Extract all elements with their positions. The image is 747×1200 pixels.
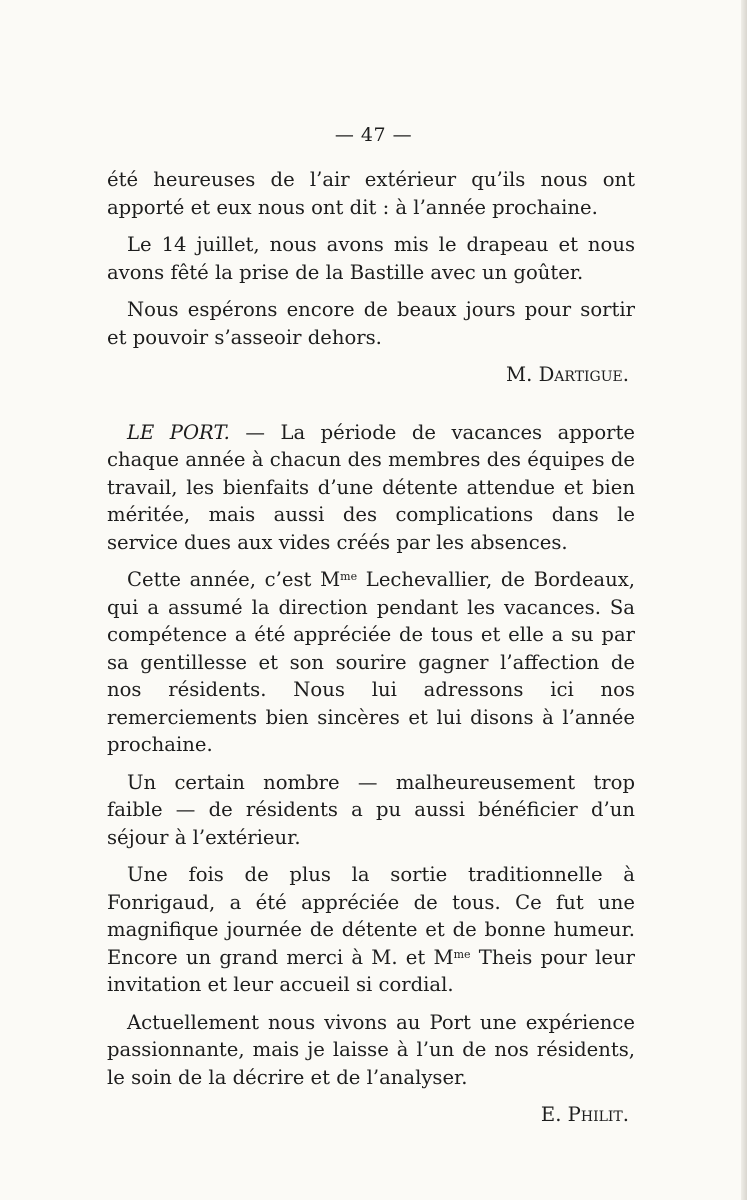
paragraph-le-port xyxy=(107,419,635,557)
paragraph-part: Cette année, c’est M xyxy=(127,568,341,591)
body-text xyxy=(107,166,635,1129)
page-edge-shadow xyxy=(741,0,747,1200)
paragraph-cette-annee xyxy=(107,566,635,759)
superscript-me: me xyxy=(453,947,471,961)
paragraph-continuation: été heureuses de l’air extérieur qu’ils nous ont apporté et eux nous ont dit : à l’année prochaine. xyxy=(107,168,635,219)
paragraph-le-port-text: — La période de vacances apporte chaque année à chacun des membres des équipes de travail, les bienfaits d’une détente attendue et bien méritée, mais aussi des complications dans le service dues aux vides créés par les absences. xyxy=(107,420,635,554)
paragraph-part: Une fois de plus la sortie traditionnelle à Fonrigaud, a été appréciée de tous. Ce fut une magnifique journée de détente et de bonne humeur. Encore un grand merci à M. et M xyxy=(107,863,635,969)
page-number: — 47 — xyxy=(334,124,413,146)
paragraph-actuellement: Actuellement nous vivons au Port une expérience passionnante, mais je laisse à l’un de nos résidents, le soin de la décrire et de l’analyser. xyxy=(107,1010,635,1089)
signature-initial: E. xyxy=(540,1103,568,1126)
paragraph-fonrigaud xyxy=(107,861,635,999)
paragraph-certain-nombre: Un certain nombre — malheureusement trop faible — de résidents a pu aussi bénéficier d’un séjour à l’extérieur. xyxy=(107,770,635,849)
paragraph-bastille: Le 14 juillet, nous avons mis le drapeau et nous avons fêté la prise de la Bastille avec un goûter. xyxy=(107,233,635,284)
signature-philit xyxy=(107,1101,635,1129)
signature-name: Philit xyxy=(567,1103,623,1126)
paragraph-part: Theis pour leur invitation et leur accueil si cordial. xyxy=(107,945,635,996)
signature-dartigue xyxy=(107,361,635,389)
paragraph-part: Lechevallier, de Bordeaux, qui a assumé la direction pendant les vacances. Sa compétence a été appréciée de tous et elle a su par sa gentillesse et son sourire gagner l’affection de nos résidents. Nous lui adressons ici nos remerciements bien sincères et lui disons à l’année prochaine. xyxy=(107,568,635,756)
signature-name: Dartigue xyxy=(538,363,623,386)
paragraph-beaux-jours: Nous espérons encore de beaux jours pour sortir et pouvoir s’asseoir dehors. xyxy=(107,298,635,349)
superscript-me: me xyxy=(340,570,358,583)
section-heading-le-port: LE PORT. xyxy=(127,420,230,444)
signature-end: . xyxy=(622,1103,629,1126)
signature-initial: M. xyxy=(506,363,539,386)
signature-end: . xyxy=(622,363,629,386)
